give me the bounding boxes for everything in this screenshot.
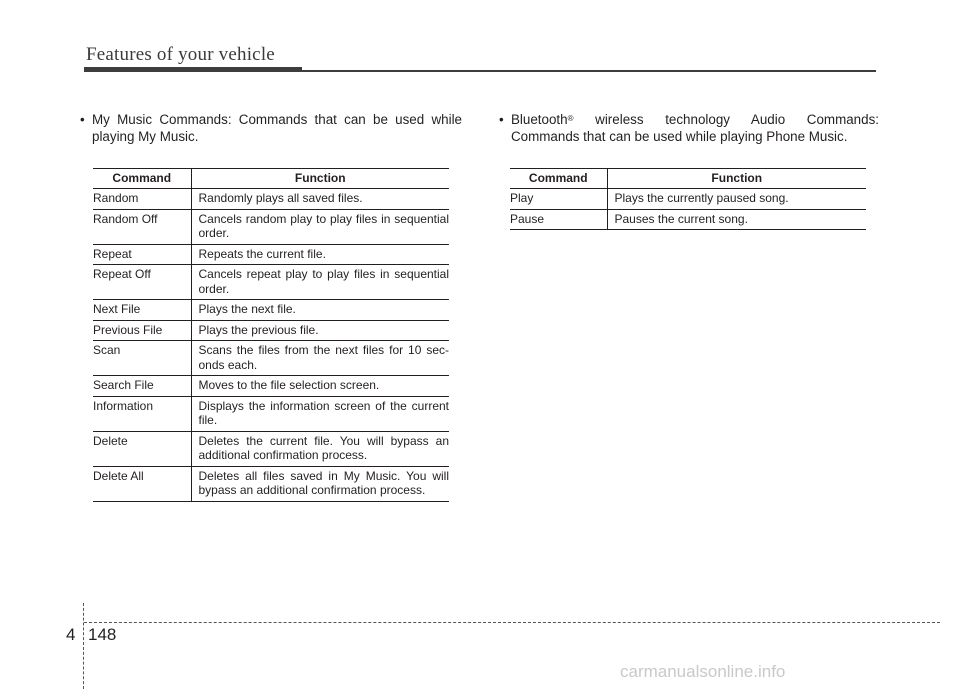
my-music-intro-line1: My Music Commands: Commands that can be used while [92, 112, 462, 127]
command-cell: Delete [93, 431, 191, 466]
command-cell: Repeat Off [93, 265, 191, 300]
command-cell: Random Off [93, 209, 191, 244]
header-rule-thin [302, 70, 876, 72]
footer-vertical-rule [83, 603, 84, 689]
my-music-intro [80, 111, 462, 145]
table-row [93, 376, 449, 397]
table-row [93, 466, 449, 501]
function-cell: Moves to the file selection screen. [191, 376, 449, 397]
command-cell: Pause [510, 209, 607, 230]
command-cell: Delete All [93, 466, 191, 501]
function-cell: Repeats the current file. [191, 244, 449, 265]
bullet: • [80, 112, 85, 127]
header-rule-thick [84, 67, 302, 72]
bluetooth-intro [499, 111, 879, 145]
table-header-row [93, 169, 449, 189]
command-cell: Next File [93, 300, 191, 321]
command-cell: Previous File [93, 320, 191, 341]
my-music-intro-line2: playing My Music. [92, 129, 199, 144]
bluetooth-intro-line1 [511, 111, 879, 128]
table-row [93, 300, 449, 321]
chapter-number: 4 [66, 625, 76, 644]
function-cell: Randomly plays all saved files. [191, 189, 449, 210]
page-header-title: Features of your vehicle [86, 44, 275, 65]
command-cell: Play [510, 189, 607, 210]
table-header-row [510, 169, 866, 189]
phone-music-commands-table [510, 168, 866, 230]
function-cell: Displays the information screen of the current file. [191, 396, 449, 431]
my-music-commands-table [93, 168, 449, 502]
table-row [93, 209, 449, 244]
page-number: 148 [88, 625, 117, 644]
registered-mark: ® [567, 114, 574, 123]
function-cell: Plays the next file. [191, 300, 449, 321]
function-cell: Plays the currently paused song. [607, 189, 866, 210]
watermark: carmanualsonline.info [620, 662, 786, 681]
bluetooth-word: Bluetooth [511, 112, 568, 127]
function-cell: Scans the files from the next files for 10 sec-onds each. [191, 341, 449, 376]
function-cell: Cancels repeat play to play files in sequential order. [191, 265, 449, 300]
table-row [93, 265, 449, 300]
function-cell: Deletes the current file. You will bypass an additional confirmation process. [191, 431, 449, 466]
command-column-header: Command [510, 169, 607, 189]
command-column-header: Command [93, 169, 191, 189]
footer-dashed-rule [84, 622, 940, 623]
table-row [93, 396, 449, 431]
bluetooth-intro-line1-rest: wireless technology Audio Commands: [573, 112, 879, 127]
function-cell: Cancels random play to play files in sequential order. [191, 209, 449, 244]
table-row [93, 431, 449, 466]
function-column-header: Function [191, 169, 449, 189]
command-cell: Search File [93, 376, 191, 397]
table-row [93, 341, 449, 376]
bluetooth-intro-line2: Commands that can be used while playing Phone Music. [511, 129, 848, 144]
function-cell: Pauses the current song. [607, 209, 866, 230]
bullet: • [499, 112, 504, 127]
table-row [510, 189, 866, 210]
command-cell: Information [93, 396, 191, 431]
command-cell: Random [93, 189, 191, 210]
command-cell: Scan [93, 341, 191, 376]
function-cell: Deletes all files saved in My Music. You will bypass an additional confirmation process. [191, 466, 449, 501]
table-row [93, 320, 449, 341]
table-row [93, 189, 449, 210]
table-row [93, 244, 449, 265]
table-row [510, 209, 866, 230]
function-column-header: Function [607, 169, 866, 189]
command-cell: Repeat [93, 244, 191, 265]
function-cell: Plays the previous file. [191, 320, 449, 341]
